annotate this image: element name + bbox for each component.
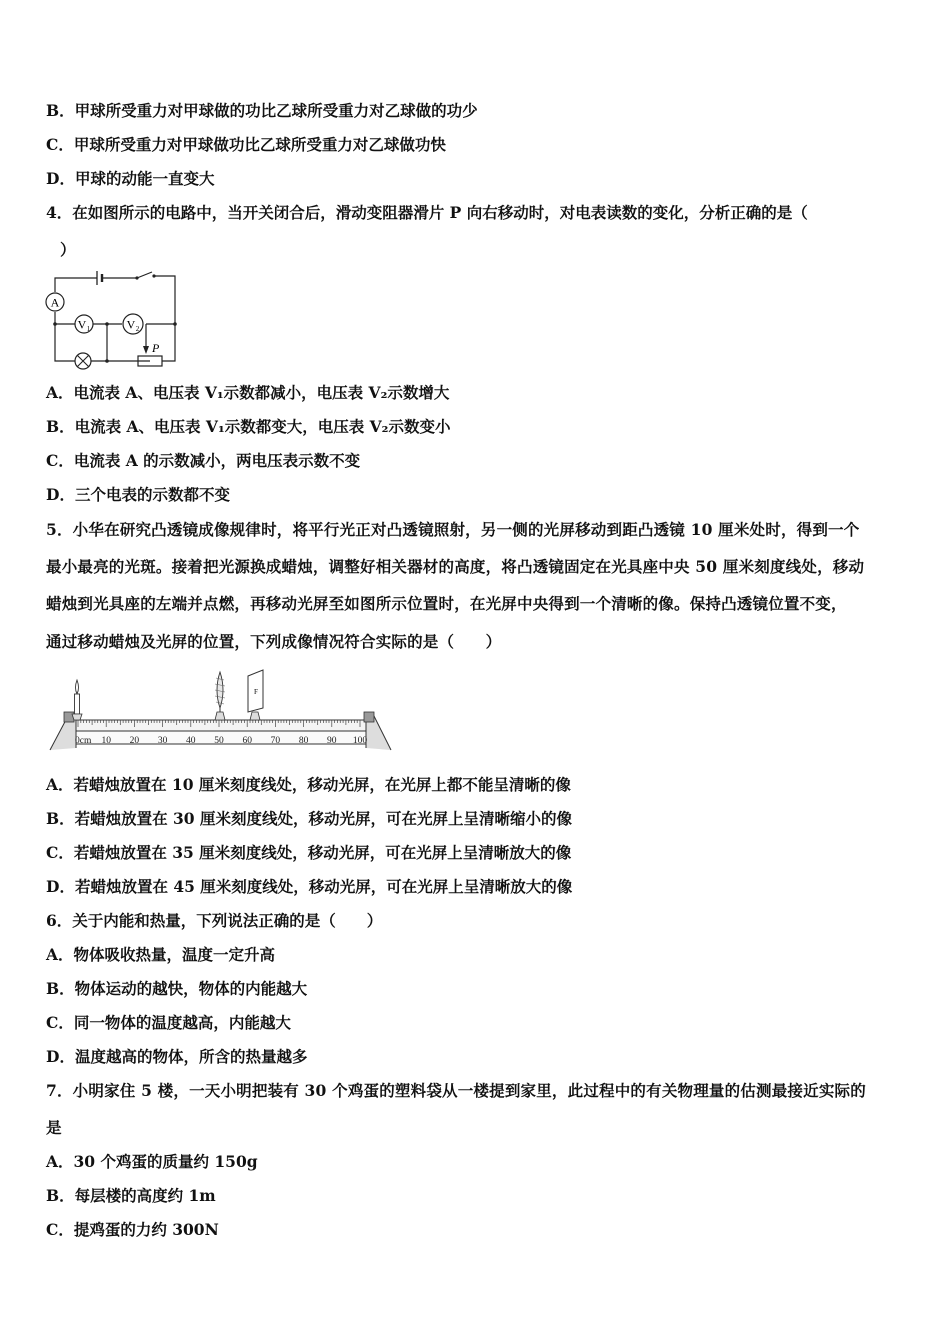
q7-option-c: C．提鸡蛋的力约 300N xyxy=(46,1220,219,1239)
junction-dot xyxy=(173,322,177,326)
slider-arrow-icon xyxy=(143,346,149,354)
voltmeter-1-label: V xyxy=(77,317,87,332)
ruler-label: 80 xyxy=(298,736,309,746)
q5-option-d: D．若蜡烛放置在 45 厘米刻度线处，移动光屏，可在光屏上呈清晰放大的像 xyxy=(46,877,573,896)
voltmeter-1-subscript: 1 xyxy=(86,325,91,333)
q6-stem: 6．关于内能和热量，下列说法正确的是（ ） xyxy=(46,911,383,930)
ruler-label: 50 xyxy=(214,736,224,746)
voltmeter-2-label: V xyxy=(126,317,136,332)
q7-option-b: B．每层楼的高度约 1m xyxy=(46,1186,216,1205)
q5-option-b: B．若蜡烛放置在 30 厘米刻度线处，移动光屏，可在光屏上呈清晰缩小的像 xyxy=(46,809,572,828)
q4-stem-line2: ） xyxy=(60,240,76,259)
q6-option-a: A．物体吸收热量，温度一定升高 xyxy=(46,945,276,964)
q7-stem-line1: 7．小明家住 5 楼，一天小明把装有 30 个鸡蛋的塑料袋从一楼提到家里，此过程中的有关物理量的估测最接近实际的 xyxy=(46,1081,866,1100)
q4-option-d: D．三个电表的示数都不变 xyxy=(46,485,230,504)
q4-option-b: B．电流表 A、电压表 V₁示数都变大，电压表 V₂示数变小 xyxy=(46,417,451,436)
q4-option-a: A．电流表 A、电压表 V₁示数都减小，电压表 V₂示数增大 xyxy=(46,383,450,402)
junction-dot xyxy=(53,322,57,326)
voltmeter-2-subscript: 2 xyxy=(135,325,140,333)
q6-option-d: D．温度越高的物体，所含的热量越多 xyxy=(46,1047,308,1066)
q6-option-b: B．物体运动的越快，物体的内能越大 xyxy=(46,979,308,998)
q5-stem-line3: 蜡烛到光具座的左端并点燃，再移动光屏至如图所示位置时，在光屏中央得到一个清晰的像。保持凸透镜位置不变， xyxy=(46,594,847,613)
q4-option-c: C．电流表 A 的示数减小，两电压表示数不变 xyxy=(46,451,361,470)
q5-option-c: C．若蜡烛放置在 35 厘米刻度线处，移动光屏，可在光屏上呈清晰放大的像 xyxy=(46,843,572,862)
q5-stem-line2: 最小最亮的光斑。接着把光源换成蜡烛，调整好相关器材的高度，将凸透镜固定在光具座中央 50 厘米刻度线处，移动 xyxy=(46,557,865,576)
q6-option-c: C．同一物体的温度越高，内能越大 xyxy=(46,1013,291,1032)
q7-stem-line2: 是 xyxy=(46,1118,62,1137)
q4-stem-line1: 4．在如图所示的电路中，当开关闭合后，滑动变阻器滑片 P 向右移动时，对电表读数的变化，分析正确的是（ xyxy=(46,203,808,222)
ruler-label: 0cm xyxy=(75,736,92,746)
q3-option-c: C．甲球所受重力对甲球做功比乙球所受重力对乙球做功快 xyxy=(46,135,446,154)
candle xyxy=(72,680,82,720)
ruler-label: 30 xyxy=(157,736,168,746)
q3-option-b: B．甲球所受重力对甲球做的功比乙球所受重力对乙球做的功少 xyxy=(46,101,478,120)
q5-option-a: A．若蜡烛放置在 10 厘米刻度线处，移动光屏，在光屏上都不能呈清晰的像 xyxy=(46,775,571,794)
junction-dot xyxy=(105,359,109,363)
ruler-label: 100 xyxy=(352,736,368,746)
ruler-label: 20 xyxy=(129,736,140,746)
candle-flame-icon xyxy=(76,680,79,694)
slider-label: P xyxy=(152,341,160,355)
ruler-label: 60 xyxy=(242,736,252,746)
light-screen xyxy=(248,670,263,720)
circuit-diagram xyxy=(42,268,187,370)
ruler-label: 90 xyxy=(327,736,337,746)
q7-option-a: A．30 个鸡蛋的质量约 150g xyxy=(46,1152,258,1171)
ruler-label: 10 xyxy=(101,736,111,746)
ruler-label: 40 xyxy=(186,736,196,746)
convex-lens xyxy=(215,672,225,720)
q5-stem-line4: 通过移动蜡烛及光屏的位置，下列成像情况符合实际的是（ ） xyxy=(46,632,502,651)
optical-bench-diagram xyxy=(48,668,393,752)
ruler-label: 70 xyxy=(270,736,281,746)
screen-image-mark: F xyxy=(254,688,258,696)
junction-dot xyxy=(105,322,109,326)
q5-stem-line1: 5．小华在研究凸透镜成像规律时，将平行光正对凸透镜照射，另一侧的光屏移动到距凸透镜 10 厘米处时，得到一个 xyxy=(46,520,860,539)
ammeter-label: A xyxy=(50,295,60,310)
q3-option-d: D．甲球的动能一直变大 xyxy=(46,169,215,188)
